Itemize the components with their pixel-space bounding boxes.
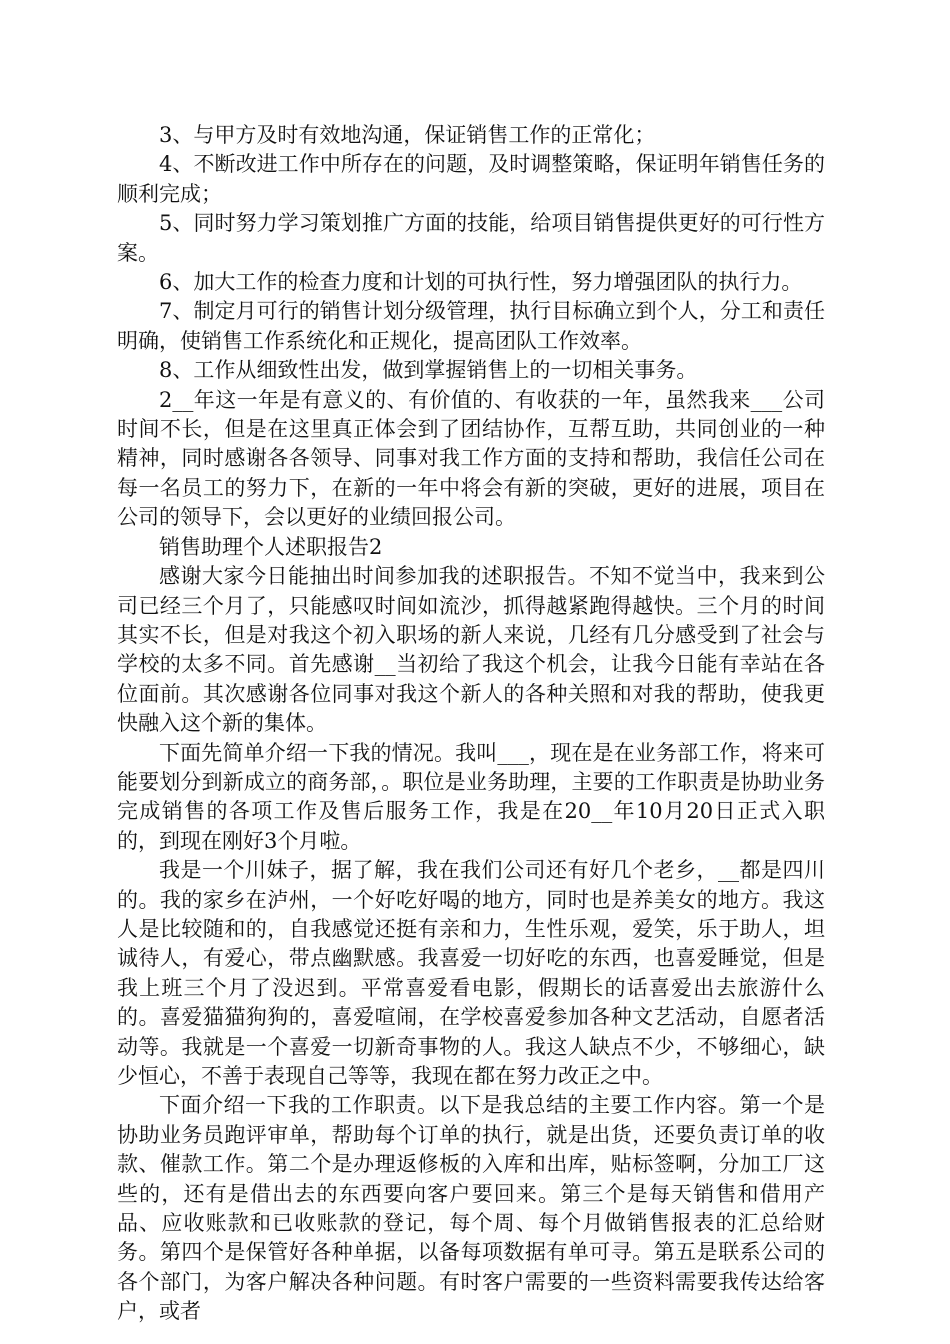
paragraph-item-7: 7、制定月可行的销售计划分级管理，执行目标确立到个人，分工和责任明确，使销售工作系统化和正规化，提高团队工作效率。	[117, 299, 825, 353]
paragraph-personality: 我是一个川妹子，据了解，我在我们公司还有好几个老乡，__都是四川的。我的家乡在泸州，一个好吃好喝的地方，同时也是养美女的地方。我这人是比较随和的，自我感觉还挺有亲和力，生性乐观，爱笑，乐于助人，坦诚待人，有爱心，带点幽默感。我喜爱一切好吃的东西，也喜爱睡觉，但是我上班三个月了没迟到。平常喜爱看电影，假期长的话喜爱出去旅游什么的。喜爱猫猫狗狗的，喜爱喧闹，在学校喜爱参加各种文艺活动，自愿者活动等。我就是一个喜爱一切新奇事物的人。我这人缺点不少，不够细心，缺少恒心，不善于表现自己等等，我现在都在努力改正之中。	[117, 858, 825, 1088]
paragraph-item-4: 4、不断改进工作中所存在的问题，及时调整策略，保证明年销售任务的顺利完成；	[117, 152, 825, 206]
paragraph-thanks: 感谢大家今日能抽出时间参加我的述职报告。不知不觉当中，我来到公司已经三个月了，只能感叹时间如流沙，抓得越紧跑得越快。三个月的时间其实不长，但是对我这个初入职场的新人来说，几经有几分感受到了社会与学校的太多不同。首先感谢__当初给了我这个机会，让我今日能有幸站在各位面前。其次感谢各位同事对我这个新人的各种关照和对我的帮助，使我更快融入这个新的集体。	[117, 564, 825, 736]
document-body	[117, 121, 825, 1327]
paragraph-year-summary: 2__年这一年是有意义的、有价值的、有收获的一年，虽然我来___公司时间不长，但是在这里真正体会到了团结协作，互帮互助，共同创业的一种精神，同时感谢各各领导、同事对我工作方面的支持和帮助，我信任公司在每一名员工的努力下，在新的一年中将会有新的突破，更好的进展，项目在公司的领导下，会以更好的业绩回报公司。	[117, 387, 825, 530]
paragraph-item-5: 5、同时努力学习策划推广方面的技能，给项目销售提供更好的可行性方案。	[117, 211, 825, 265]
paragraph-self-intro: 下面先简单介绍一下我的情况。我叫___，现在是在业务部工作，将来可能要划分到新成立的商务部，。职位是业务助理，主要的工作职责是协助业务完成销售的各项工作及售后服务工作，我是在20__年10月20日正式入职的，到现在刚好3个月啦。	[117, 740, 825, 853]
paragraph-item-8: 8、工作从细致性出发，做到掌握销售上的一切相关事务。	[159, 358, 698, 383]
paragraph-item-6: 6、加大工作的检查力度和计划的可执行性，努力增强团队的执行力。	[159, 270, 803, 295]
section-title: 销售助理个人述职报告2	[159, 534, 383, 559]
paragraph-item-3: 3、与甲方及时有效地沟通，保证销售工作的正常化；	[159, 123, 656, 147]
paragraph-job-duties: 下面介绍一下我的工作职责。以下是我总结的主要工作内容。第一个是协助业务员跑评审单，帮助每个订单的执行，就是出货，还要负责订单的收款、催款工作。第二个是办理返修板的入库和出库，贴标签啊，分加工厂这些的，还有是借出去的东西要向客户要回来。第三个是每天销售和借用产品、应收账款和已收账款的登记，每个周、每个月做销售报表的汇总给财务。第四个是保管好各种单据，以备每项数据有单可寻。第五是联系公司的各个部门，为客户解决各种问题。有时客户需要的一些资料需要我传达给客户，或者	[117, 1093, 825, 1324]
